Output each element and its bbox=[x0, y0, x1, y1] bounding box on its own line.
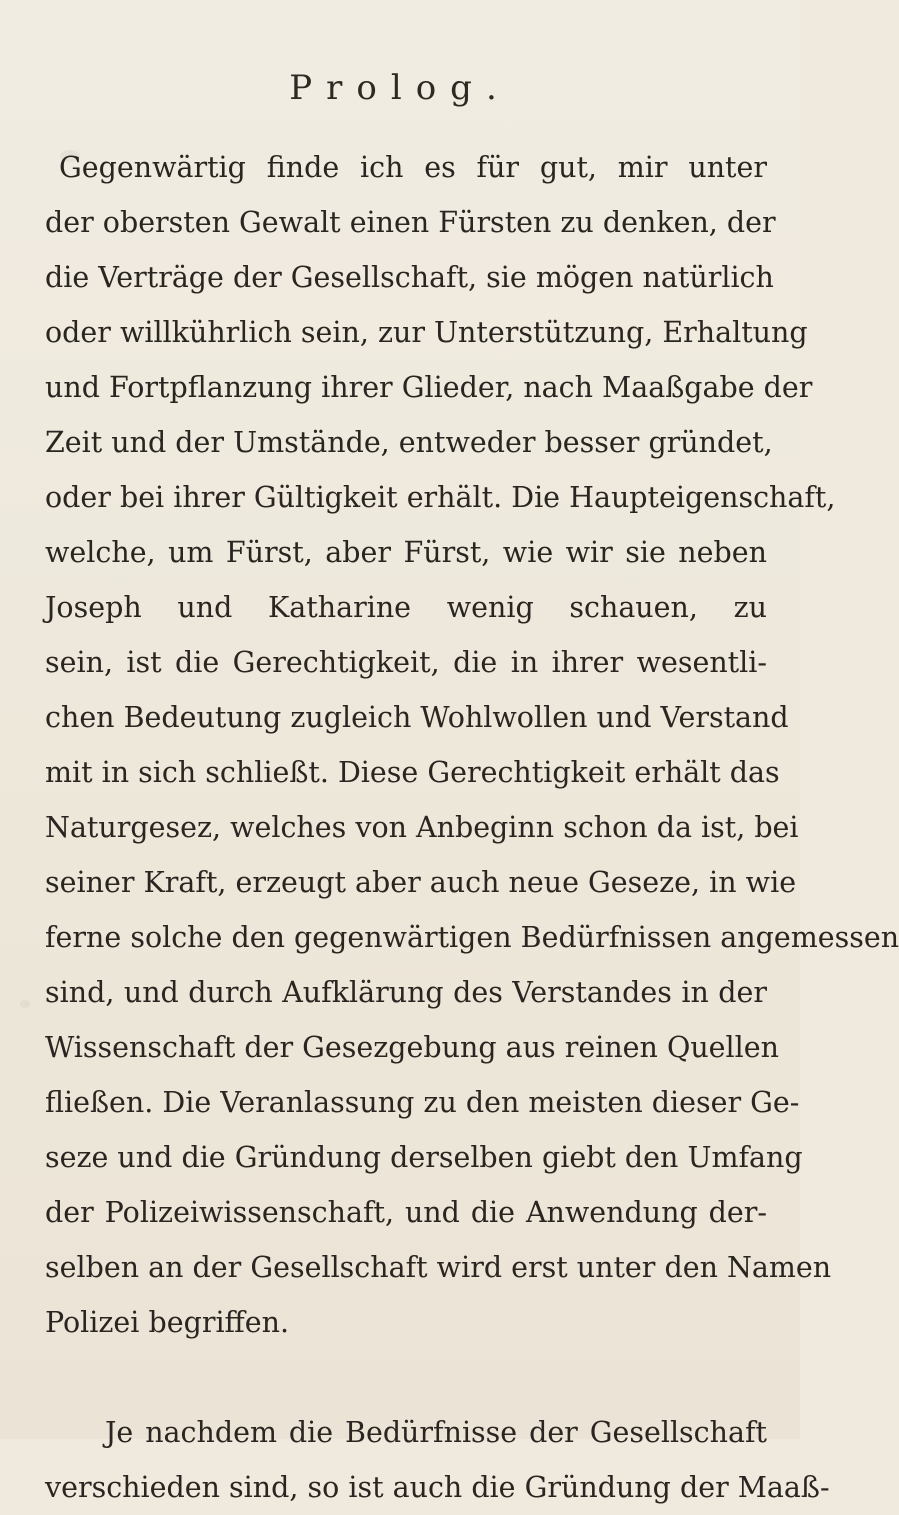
text-line: selben an der Gesellschaft wird erst unter den Namen bbox=[45, 1251, 832, 1284]
text-line: und Fortpflanzung ihrer Glieder, nach Maaßgabe der bbox=[45, 371, 813, 404]
text-line: ferne solche den gegenwärtigen Bedürfnissen angemessen bbox=[45, 921, 899, 954]
text-line: Naturgesez, welches von Anbeginn schon da ist, bei bbox=[45, 811, 799, 844]
text-line: Je nachdem die Bedürfnisse der Gesellschaft bbox=[105, 1416, 767, 1449]
text-line: die Verträge der Gesellschaft, sie mögen natürlich bbox=[45, 261, 774, 294]
page-header: Prolog. bbox=[289, 68, 511, 108]
text-line: chen Bedeutung zugleich Wohlwollen und Verstand bbox=[45, 701, 789, 734]
text-line: seiner Kraft, erzeugt aber auch neue Geseze, in wie bbox=[45, 866, 797, 899]
text-line: sein, ist die Gerechtigkeit, die in ihrer wesentli- bbox=[45, 646, 767, 679]
text-line: welche, um Fürst, aber Fürst, wie wir sie neben bbox=[45, 536, 767, 569]
page-body bbox=[45, 140, 899, 1515]
text-line: oder willkührlich sein, zur Unterstützung, Erhaltung bbox=[45, 316, 808, 349]
text-line: sind, und durch Aufklärung des Verstandes in der bbox=[45, 976, 767, 1009]
text-line: Wissenschaft der Gesezgebung aus reinen Quellen bbox=[45, 1031, 779, 1064]
text-line: mit in sich schließt. Diese Gerechtigkeit erhält das bbox=[45, 756, 780, 789]
text-line: Joseph und Katharine wenig schauen, zu bbox=[45, 591, 767, 624]
text-line: Zeit und der Umstände, entweder besser gründet, bbox=[45, 426, 773, 459]
text-line: Gegenwärtig finde ich es für gut, mir unter bbox=[59, 151, 767, 184]
text-line: seze und die Gründung derselben giebt den Umfang bbox=[45, 1141, 803, 1174]
text-line: Polizei begriffen. bbox=[45, 1306, 290, 1339]
paper-stain bbox=[20, 1000, 30, 1008]
text-line: der obersten Gewalt einen Fürsten zu denken, der bbox=[45, 206, 776, 239]
text-line: oder bei ihrer Gültigkeit erhält. Die Haupteigenschaft, bbox=[45, 481, 836, 514]
text-line: verschieden sind, so ist auch die Gründung der Maaß- bbox=[45, 1471, 830, 1504]
paragraph-gap bbox=[45, 1350, 767, 1405]
text-line: fließen. Die Veranlassung zu den meisten dieser Ge- bbox=[45, 1086, 800, 1119]
text-line: der Polizeiwissenschaft, und die Anwendung der- bbox=[45, 1196, 767, 1229]
